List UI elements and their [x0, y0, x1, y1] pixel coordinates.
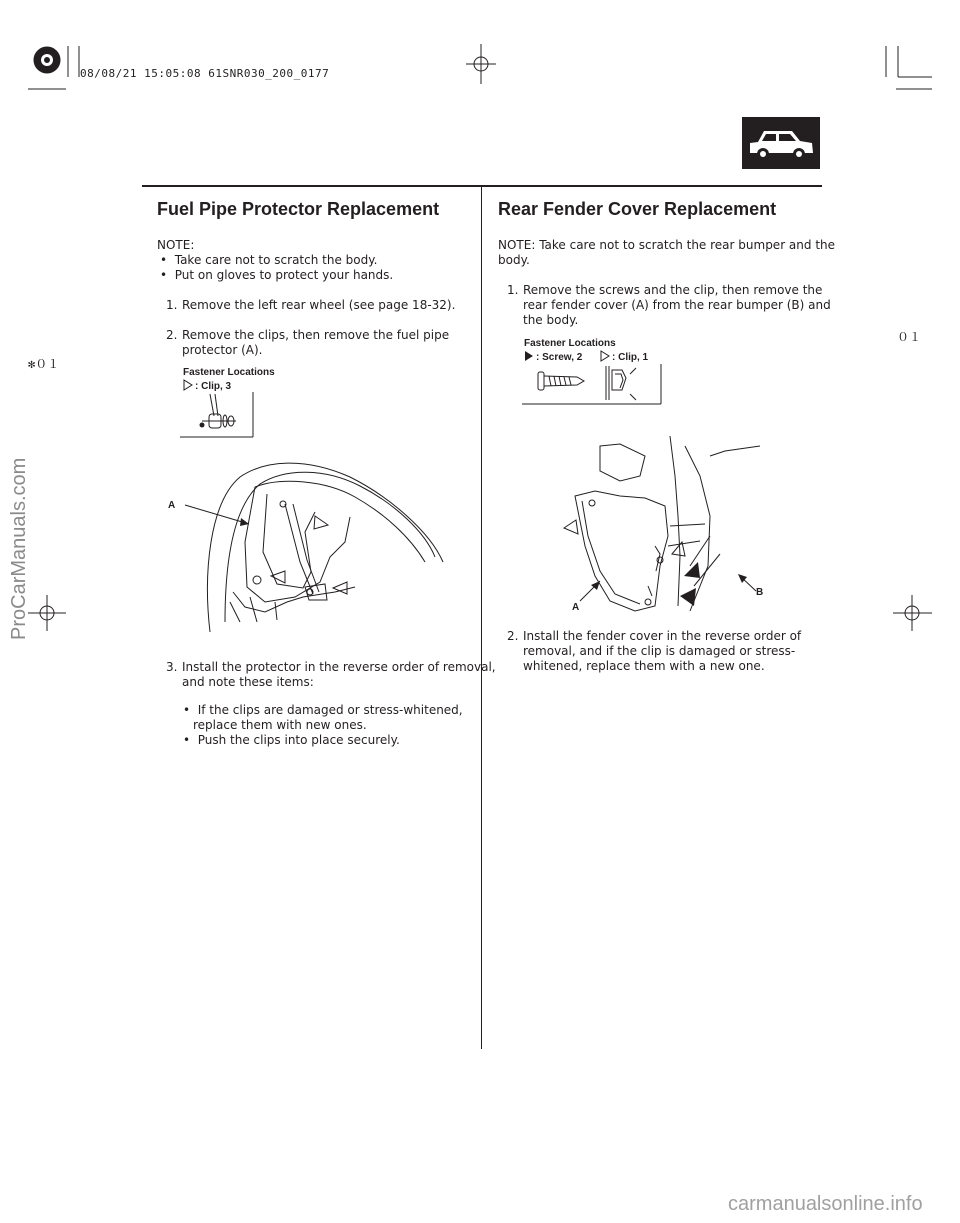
left-callout-a: A: [168, 500, 176, 511]
screw-symbol-icon: [524, 350, 534, 362]
left-note-1: • Take care not to scratch the body.: [160, 253, 378, 267]
left-step-3-bullet-1: • If the clips are damaged or stress-whitened,: [183, 703, 463, 717]
right-callout-b: B: [756, 587, 764, 598]
fastener-detail-diagram: [522, 362, 664, 406]
right-fastener-title: Fastener Locations: [524, 338, 616, 349]
watermark-left: ProCarManuals.com: [8, 457, 30, 640]
right-callout-a: A: [572, 602, 580, 613]
clip-detail-diagram: [180, 392, 254, 438]
right-step-2-text: Install the fender cover in the reverse order of: [523, 629, 802, 643]
right-note-line-2: body.: [498, 253, 530, 267]
car-section-icon: [742, 117, 820, 169]
left-note-1-text: Take care not to scratch the body.: [174, 253, 378, 267]
left-step-2-number: 2.: [166, 328, 178, 342]
side-mark-right: ０１: [897, 330, 922, 344]
right-step-1-number: 1.: [507, 283, 519, 297]
fuel-pipe-protector-diagram: [185, 452, 445, 632]
rear-fender-cover-title: Rear Fender Cover Replacement: [498, 199, 777, 219]
left-step-3-bullet-1-cont: replace them with new ones.: [193, 718, 367, 732]
side-mark-left: ✻０１: [28, 357, 60, 371]
left-fastener-clip-label: : Clip, 3: [195, 381, 232, 392]
watermark-bottom: carmanualsonline.info: [728, 1193, 923, 1215]
left-step-3-number: 3.: [166, 660, 178, 674]
print-stamp: 08/08/21 15:05:08 61SNR030_200_0177: [80, 67, 330, 80]
left-step-3-text: Install the protector in the reverse order of removal,: [182, 660, 496, 674]
header-rule: [142, 185, 822, 187]
clip-symbol-icon-right: [600, 350, 610, 362]
fuel-pipe-protector-title: Fuel Pipe Protector Replacement: [157, 199, 440, 219]
left-step-3-text-cont: and note these items:: [182, 675, 314, 689]
left-step-3-bullet-2-text: Push the clips into place securely.: [197, 733, 400, 747]
left-note-2: • Put on gloves to protect your hands.: [160, 268, 394, 282]
left-step-1-text: Remove the left rear wheel (see page 18-32).: [182, 298, 456, 312]
left-step-1-number: 1.: [166, 298, 178, 312]
left-step-3-bullet-1-text: If the clips are damaged or stress-whitened,: [197, 703, 463, 717]
left-step-2-text: Remove the clips, then remove the fuel pipe: [182, 328, 450, 342]
right-fastener-clip-label: : Clip, 1: [612, 352, 649, 363]
right-step-2-text-cont-1: removal, and if the clip is damaged or stress-: [523, 644, 796, 658]
right-note-line-1: NOTE: Take care not to scratch the rear bumper and the: [498, 238, 836, 252]
left-fastener-title: Fastener Locations: [183, 367, 275, 378]
left-note-label: NOTE:: [157, 238, 195, 252]
right-step-2-text-cont-2: whitened, replace them with a new one.: [523, 659, 765, 673]
left-note-2-text: Put on gloves to protect your hands.: [174, 268, 394, 282]
column-divider: [481, 187, 482, 1049]
left-step-3-bullet-2: • Push the clips into place securely.: [183, 733, 400, 747]
rear-fender-cover-diagram: [560, 436, 770, 616]
right-step-1-text-cont-1: rear fender cover (A) from the rear bumper (B) and: [523, 298, 831, 312]
clip-symbol-icon: [183, 379, 193, 391]
right-step-1-text: Remove the screws and the clip, then remove the: [523, 283, 823, 297]
right-step-2-number: 2.: [507, 629, 519, 643]
left-step-2-text-cont: protector (A).: [182, 343, 263, 357]
right-step-1-text-cont-2: the body.: [523, 313, 579, 327]
right-fastener-screw-label: : Screw, 2: [536, 352, 583, 363]
